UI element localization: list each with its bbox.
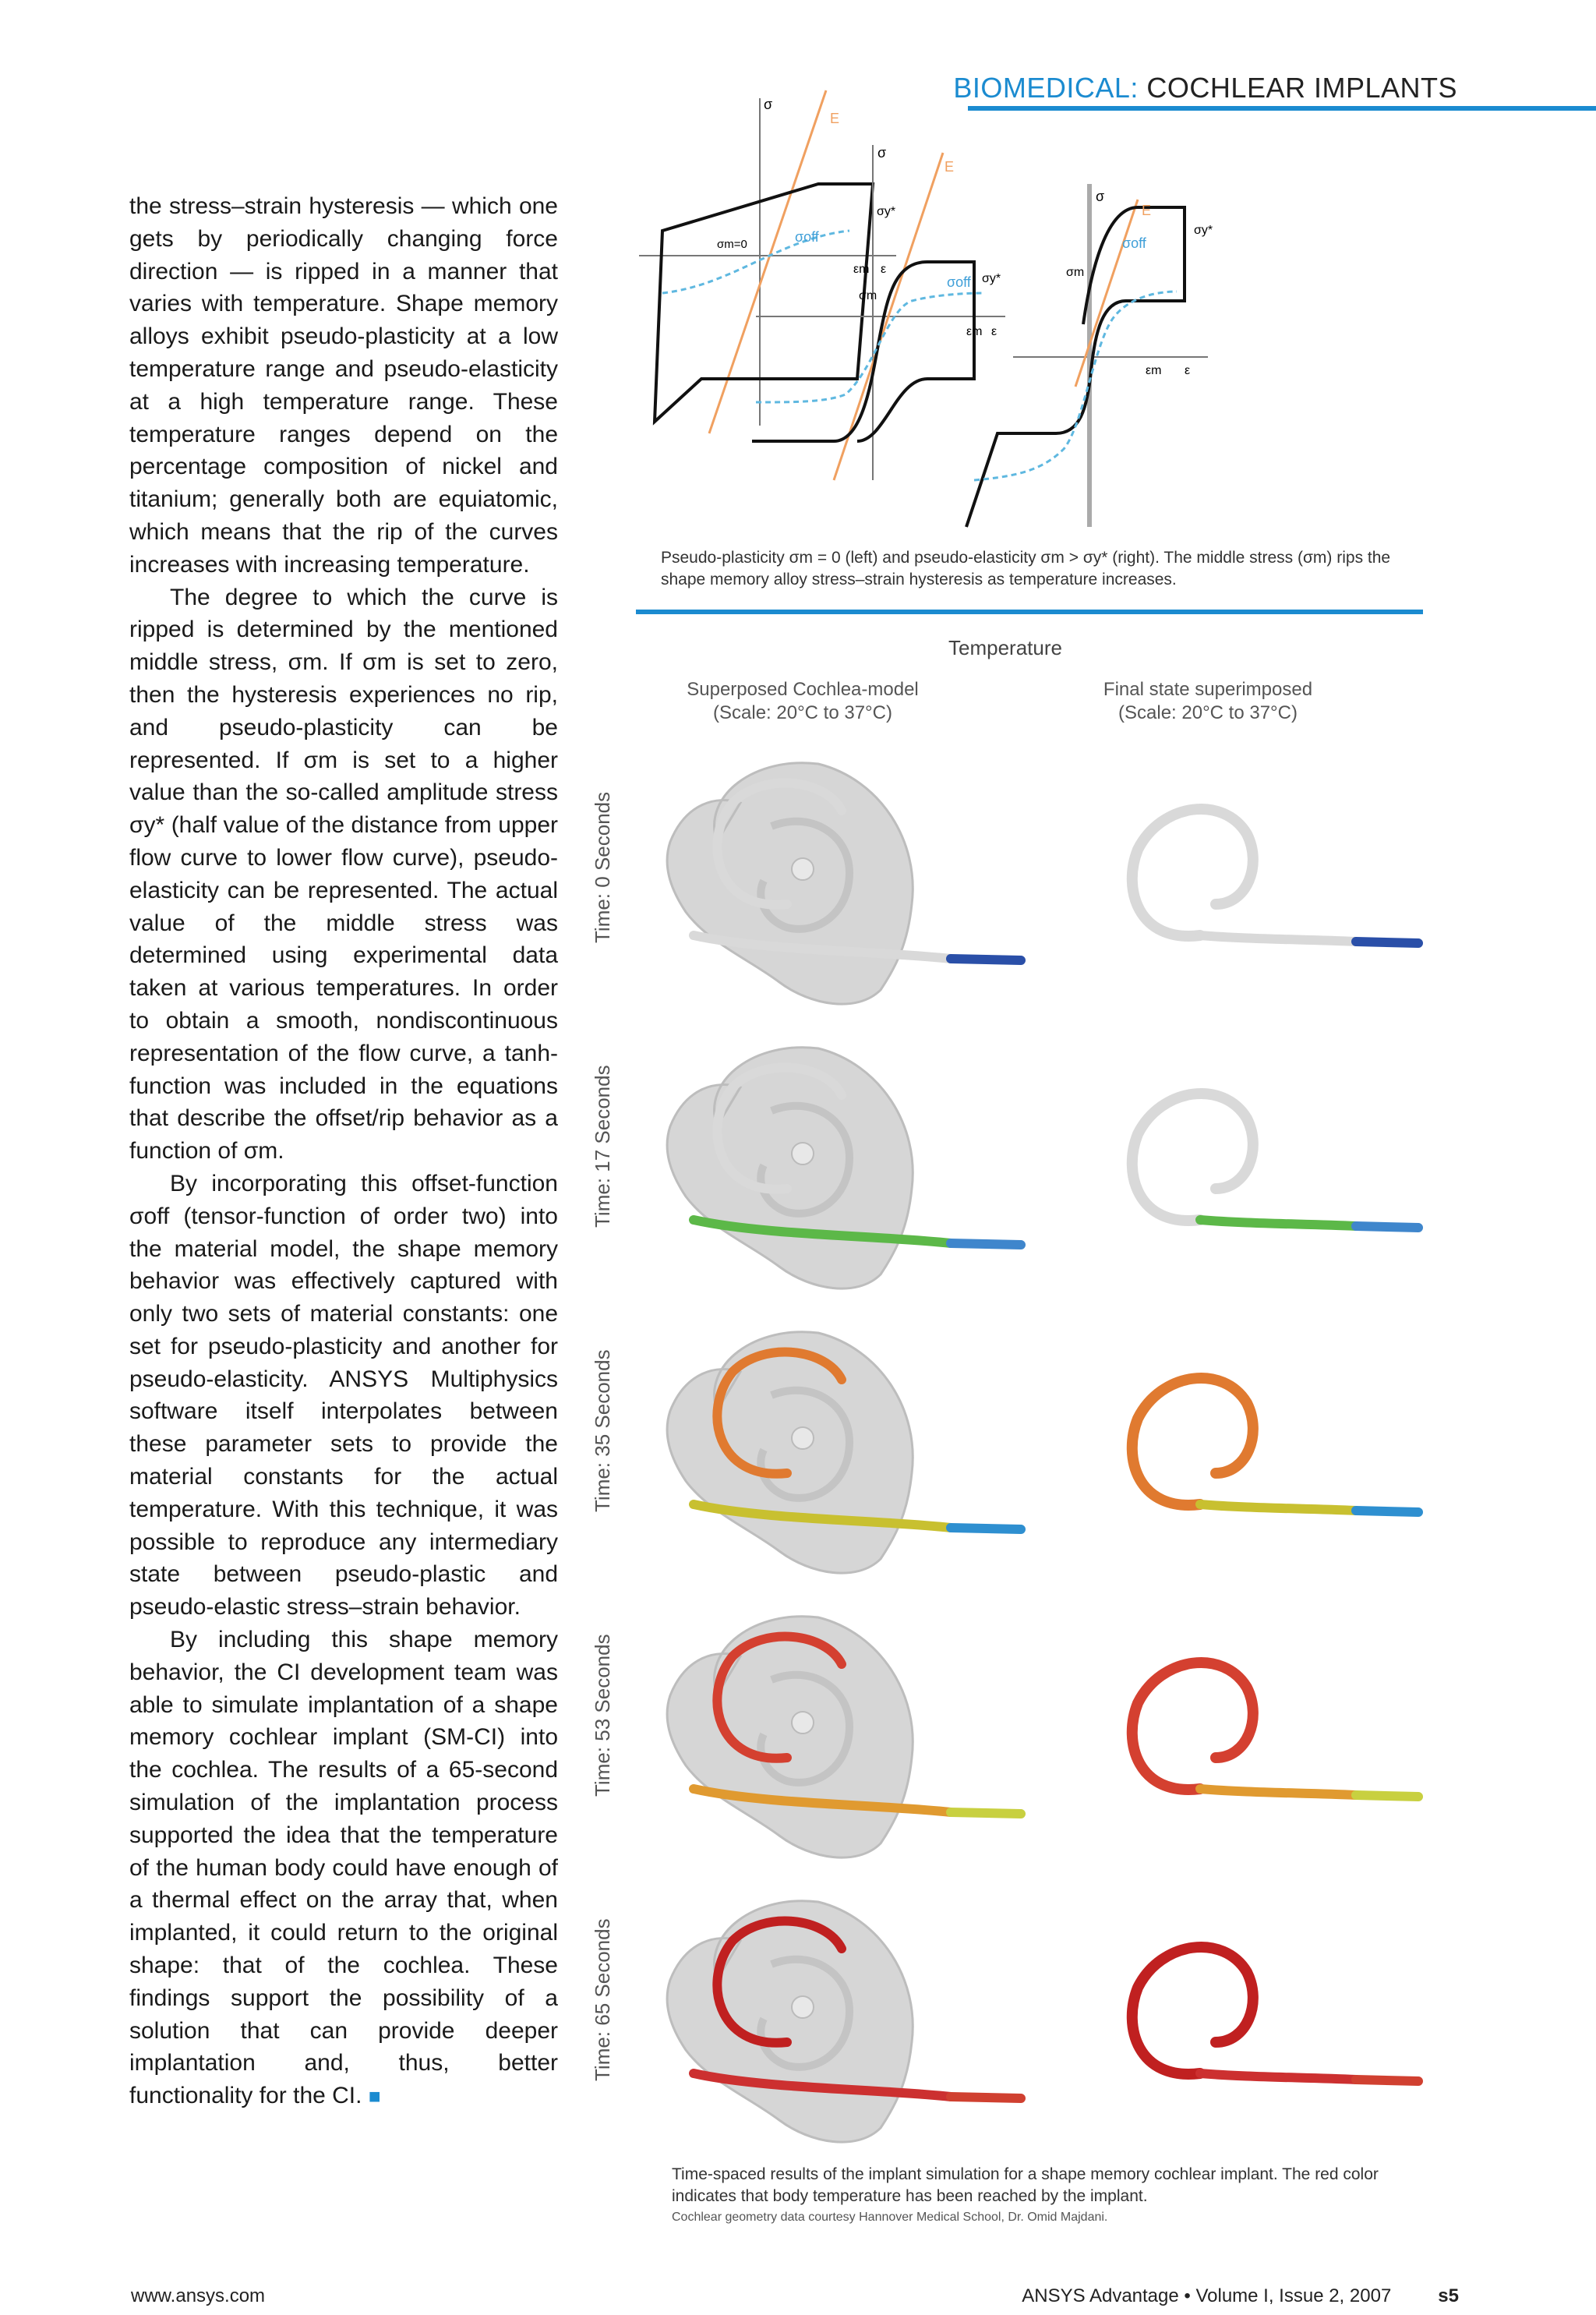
row-time-label: Time: 17 Seconds (591, 1065, 614, 1228)
body-paragraph-4: By including this shape memory behavior, the CI development team was able to simulate implantation of a shape memory cochlear implant (SM-CI) into the cochlea. The results of a 65-second simulation of the implantation process supported the idea that the temperature of the human body could have enough of a thermal effect on the array that, when implanted, it could return to the original shape: that of the cochlea. These findings support the possibility of a solution that can provide deeper implantation and, thus, better functionality for the CI. (129, 1627, 558, 2109)
final-mid (1200, 935, 1356, 942)
final-base (1356, 1795, 1418, 1797)
final-mid (1200, 1504, 1356, 1511)
final-state-model (1132, 1947, 1418, 2081)
col-left-scale: (Scale: 20°C to 37°C) (713, 702, 892, 723)
final-state-model (1132, 1663, 1418, 1797)
row-time-label: Time: 35 Seconds (591, 1349, 614, 1512)
label-sigma-m-c: σm (1066, 266, 1085, 279)
page-number: s5 (1438, 2285, 1459, 2306)
axis-label-sigma-b: σ (877, 145, 887, 161)
label-elastic-b: E (945, 159, 955, 175)
simulation-figure (577, 624, 1434, 2144)
final-state-model (1132, 1094, 1418, 1228)
axis-label-epsilon-c: ε (1185, 364, 1191, 377)
hysteresis-figure (639, 75, 1418, 543)
row-time-label: Time: 0 Seconds (591, 791, 614, 943)
simulation-row (591, 1617, 1418, 1857)
final-mid (1200, 1220, 1356, 1226)
end-mark-icon: ■ (368, 2084, 381, 2108)
final-spiral (1132, 1378, 1253, 1505)
implant-base (951, 959, 1021, 960)
figure2-title: Temperature (948, 636, 1062, 659)
body-column (129, 190, 558, 2113)
figure1-caption: Pseudo-plasticity σm = 0 (left) and pseudo-elasticity σm > σy* (right). The middle stress (σm) rips the shape memory alloy stress–strain hysteresis as temperature increases. (661, 549, 1391, 588)
col-right-title: Final state superimposed (1103, 679, 1313, 700)
footer-issue (1022, 2285, 1459, 2307)
simulation-row (591, 1332, 1418, 1573)
label-sigma-off-c: σoff (1122, 235, 1146, 251)
label-sigma-y-b: σy* (982, 272, 1001, 285)
axis-label-epsilon-b: ε (991, 325, 998, 338)
implant-base (951, 2097, 1021, 2098)
figure-rule (636, 610, 1423, 614)
cochlea-model (667, 1617, 1021, 1857)
label-epsilon-m-b: εm (966, 325, 983, 338)
implant-base (951, 1812, 1021, 1814)
label-elastic-a: E (830, 111, 840, 126)
label-sigma-off-b: σoff (947, 274, 971, 290)
final-spiral (1132, 1947, 1253, 2074)
footer-url: www.ansys.com (131, 2285, 266, 2306)
cochlea-model (667, 1048, 1021, 1288)
figure2-credit: Cochlear geometry data courtesy Hannover Medical School, Dr. Omid Majdani. (672, 2211, 1108, 2224)
elastic-line-a (709, 90, 826, 433)
simulation-row (591, 1048, 1418, 1288)
diagram-pseudo-elasticity (966, 184, 1213, 527)
simulation-rows (591, 763, 1418, 2142)
final-mid (1200, 1789, 1356, 1795)
axis-label-sigma-c: σ (1096, 189, 1105, 204)
final-base (1356, 942, 1418, 943)
final-spiral (1132, 1094, 1253, 1221)
col-left-title: Superposed Cochlea-model (687, 679, 919, 700)
final-spiral (1132, 809, 1253, 936)
label-sigma-m-zero: σm=0 (717, 238, 747, 251)
section-title: COCHLEAR IMPLANTS (1146, 72, 1457, 104)
final-state-model (1132, 809, 1418, 943)
row-time-label: Time: 65 Seconds (591, 1918, 614, 2081)
elastic-line-c (1075, 200, 1138, 387)
axis-label-sigma-a: σ (764, 97, 773, 112)
row-time-label: Time: 53 Seconds (591, 1634, 614, 1797)
label-epsilon-m-c: εm (1146, 364, 1162, 377)
body-paragraph-2: The degree to which the curve is ripped is determined by the mentioned middle stress, σm. If σm is set to zero, then the hysteresis experiences no rip, and pseudo-plasticity can be represented. If σm is set to a higher value than the so-called amplitude stress σy* (half value of the distance from upper flow curve to lower flow curve), pseudo-elasticity can be represented. The actual value of the middle stress was determined using experimental data taken at various temperatures. In order to obtain a smooth, nondiscontinuous representation of the flow curve, a tanh-function was included in the equations that describe the offset/rip behavior as a function of σm. (129, 584, 558, 1165)
label-sigma-y-a: σy* (877, 205, 896, 218)
final-mid (1200, 2073, 1356, 2080)
cochlea-model (667, 1901, 1021, 2142)
final-state-model (1132, 1378, 1418, 1512)
col-right-scale: (Scale: 20°C to 37°C) (1118, 702, 1298, 723)
final-base (1356, 1226, 1418, 1228)
axis-label-epsilon-a: ε (881, 263, 887, 276)
label-epsilon-m-a: εm (853, 263, 870, 276)
implant-base (951, 1528, 1021, 1529)
simulation-row (591, 763, 1418, 1004)
final-spiral (1132, 1663, 1253, 1790)
footer-issue-text: ANSYS Advantage • Volume I, Issue 2, 2007 (1022, 2285, 1392, 2306)
simulation-row (591, 1901, 1418, 2142)
label-sigma-m-b: σm (859, 289, 877, 302)
label-sigma-y-c: σy* (1194, 224, 1213, 237)
body-paragraph-1: the stress–strain hysteresis — which one gets by periodically changing force direction — is ripped in a manner that varies with temperature. Shape memory alloys exhibit pseudo-plasticity at a low temperature range and pseudo-elasticity at a high temperature range. These temperature ranges depend on the percentage composition of nickel and titanium; generally both are equiatomic, which means that the rip of the curves increases with increasing temperature. (129, 193, 558, 578)
section-accent: BIOMEDICAL: (953, 72, 1139, 104)
body-paragraph-3: By incorporating this offset-function σoff (tensor-function of order two) into the material model, the shape memory behavior was effectively captured with only two sets of material constants: one set for pseudo-plasticity and another for pseudo-elasticity. ANSYS Multiphysics software itself interpolates between these parameter sets to provide the material constants for the actual temperature. With this technique, it was possible to reproduce any intermediary state between pseudo-plastic and pseudo-elastic stress–strain behavior. (129, 1170, 558, 1620)
figure2-caption: Time-spaced results of the implant simulation for a shape memory cochlear implant. The red color indicates that body temperature has been reached by the implant. (672, 2165, 1379, 2205)
middle-stress-a (662, 231, 849, 293)
hysteresis-loop-a (655, 184, 873, 422)
implant-base (951, 1243, 1021, 1245)
label-elastic-c: E (1142, 203, 1152, 218)
cochlea-model (667, 1332, 1021, 1573)
cochlea-model (667, 763, 1021, 1004)
final-base (1356, 2080, 1418, 2081)
label-sigma-off-a: σoff (795, 229, 819, 245)
final-base (1356, 1511, 1418, 1512)
